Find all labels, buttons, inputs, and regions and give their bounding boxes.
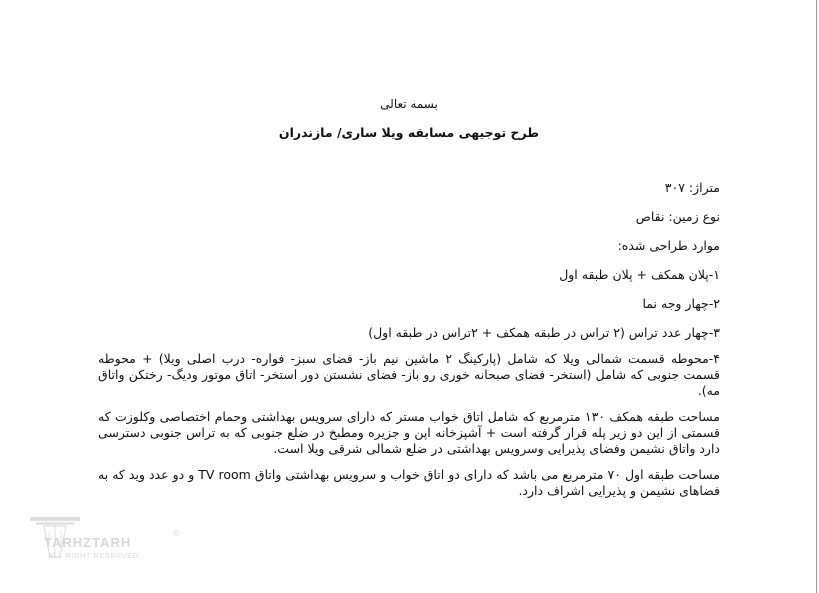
item-4: ۴-محوطه قسمت شمالی ویلا که شامل (پارکینگ ۲ ماشین نیم باز- فضای سبز- فواره- درب اصلی ویلا) + محوطه قسمت جنوبی که شامل (استخر- فضای صبحانه خوری رو باز- فضای نشستن دور استخر- اتاق موتور ودیگ- رختکن واتاق مه). (98, 351, 721, 398)
scrollbar[interactable] (816, 0, 817, 593)
item-2: ۲-چهار وجه نما (642, 296, 720, 311)
watermark-registered-mark: ® (173, 528, 180, 538)
first-floor-paragraph: مساحت طبقه اول ۷۰ مترمربع می باشد که دارای دو اتاق خواب و سرویس بهداشتی واتاق TV room و دو عدد وید که به فضاهای نشیمن و پذیرایی اشراف دارد. (98, 467, 720, 498)
document-body (98, 96, 720, 499)
watermark-subtitle: ALL RIGHT RESERVED (48, 551, 139, 560)
document-title: طرح توجیهی مسابقه ویلا ساری/ مازندران (278, 125, 540, 140)
area-line: متراژ: ۳۰۷ (664, 180, 720, 195)
watermark-brand: TARHZTARH (44, 535, 132, 550)
land-type-line: نوع زمین: نقاص (635, 209, 720, 224)
item-3: ۳-چهار عدد تراس (۲ تراس در طبقه همکف + ۲تراس در طبقه اول) (368, 325, 720, 340)
designed-items-label: موارد طراحی شده: (617, 238, 720, 253)
bismillah-heading: بسمه تعالی (380, 97, 438, 111)
item-1: ۱-پلان همکف + پلان طبقه اول (559, 267, 720, 282)
watermark-logo (30, 517, 190, 565)
ground-floor-paragraph: مساحت طبقه همکف ۱۳۰ مترمربع که شامل اتاق خواب مستر که دارای سرویس بهداشتی وحمام اختصاصی وکلوزت که قسمتی از این دو زیر پله قرار گرفته است + آشپزخانه اپن و جزیره ومطبخ در ضلع جنوبی که به تراس جنوبی دسترسی دارد واتاق نشیمن وفضای پذیرایی وسرویس بهداشتی در ضلع شمالی شرقی ویلا است. (98, 409, 720, 456)
